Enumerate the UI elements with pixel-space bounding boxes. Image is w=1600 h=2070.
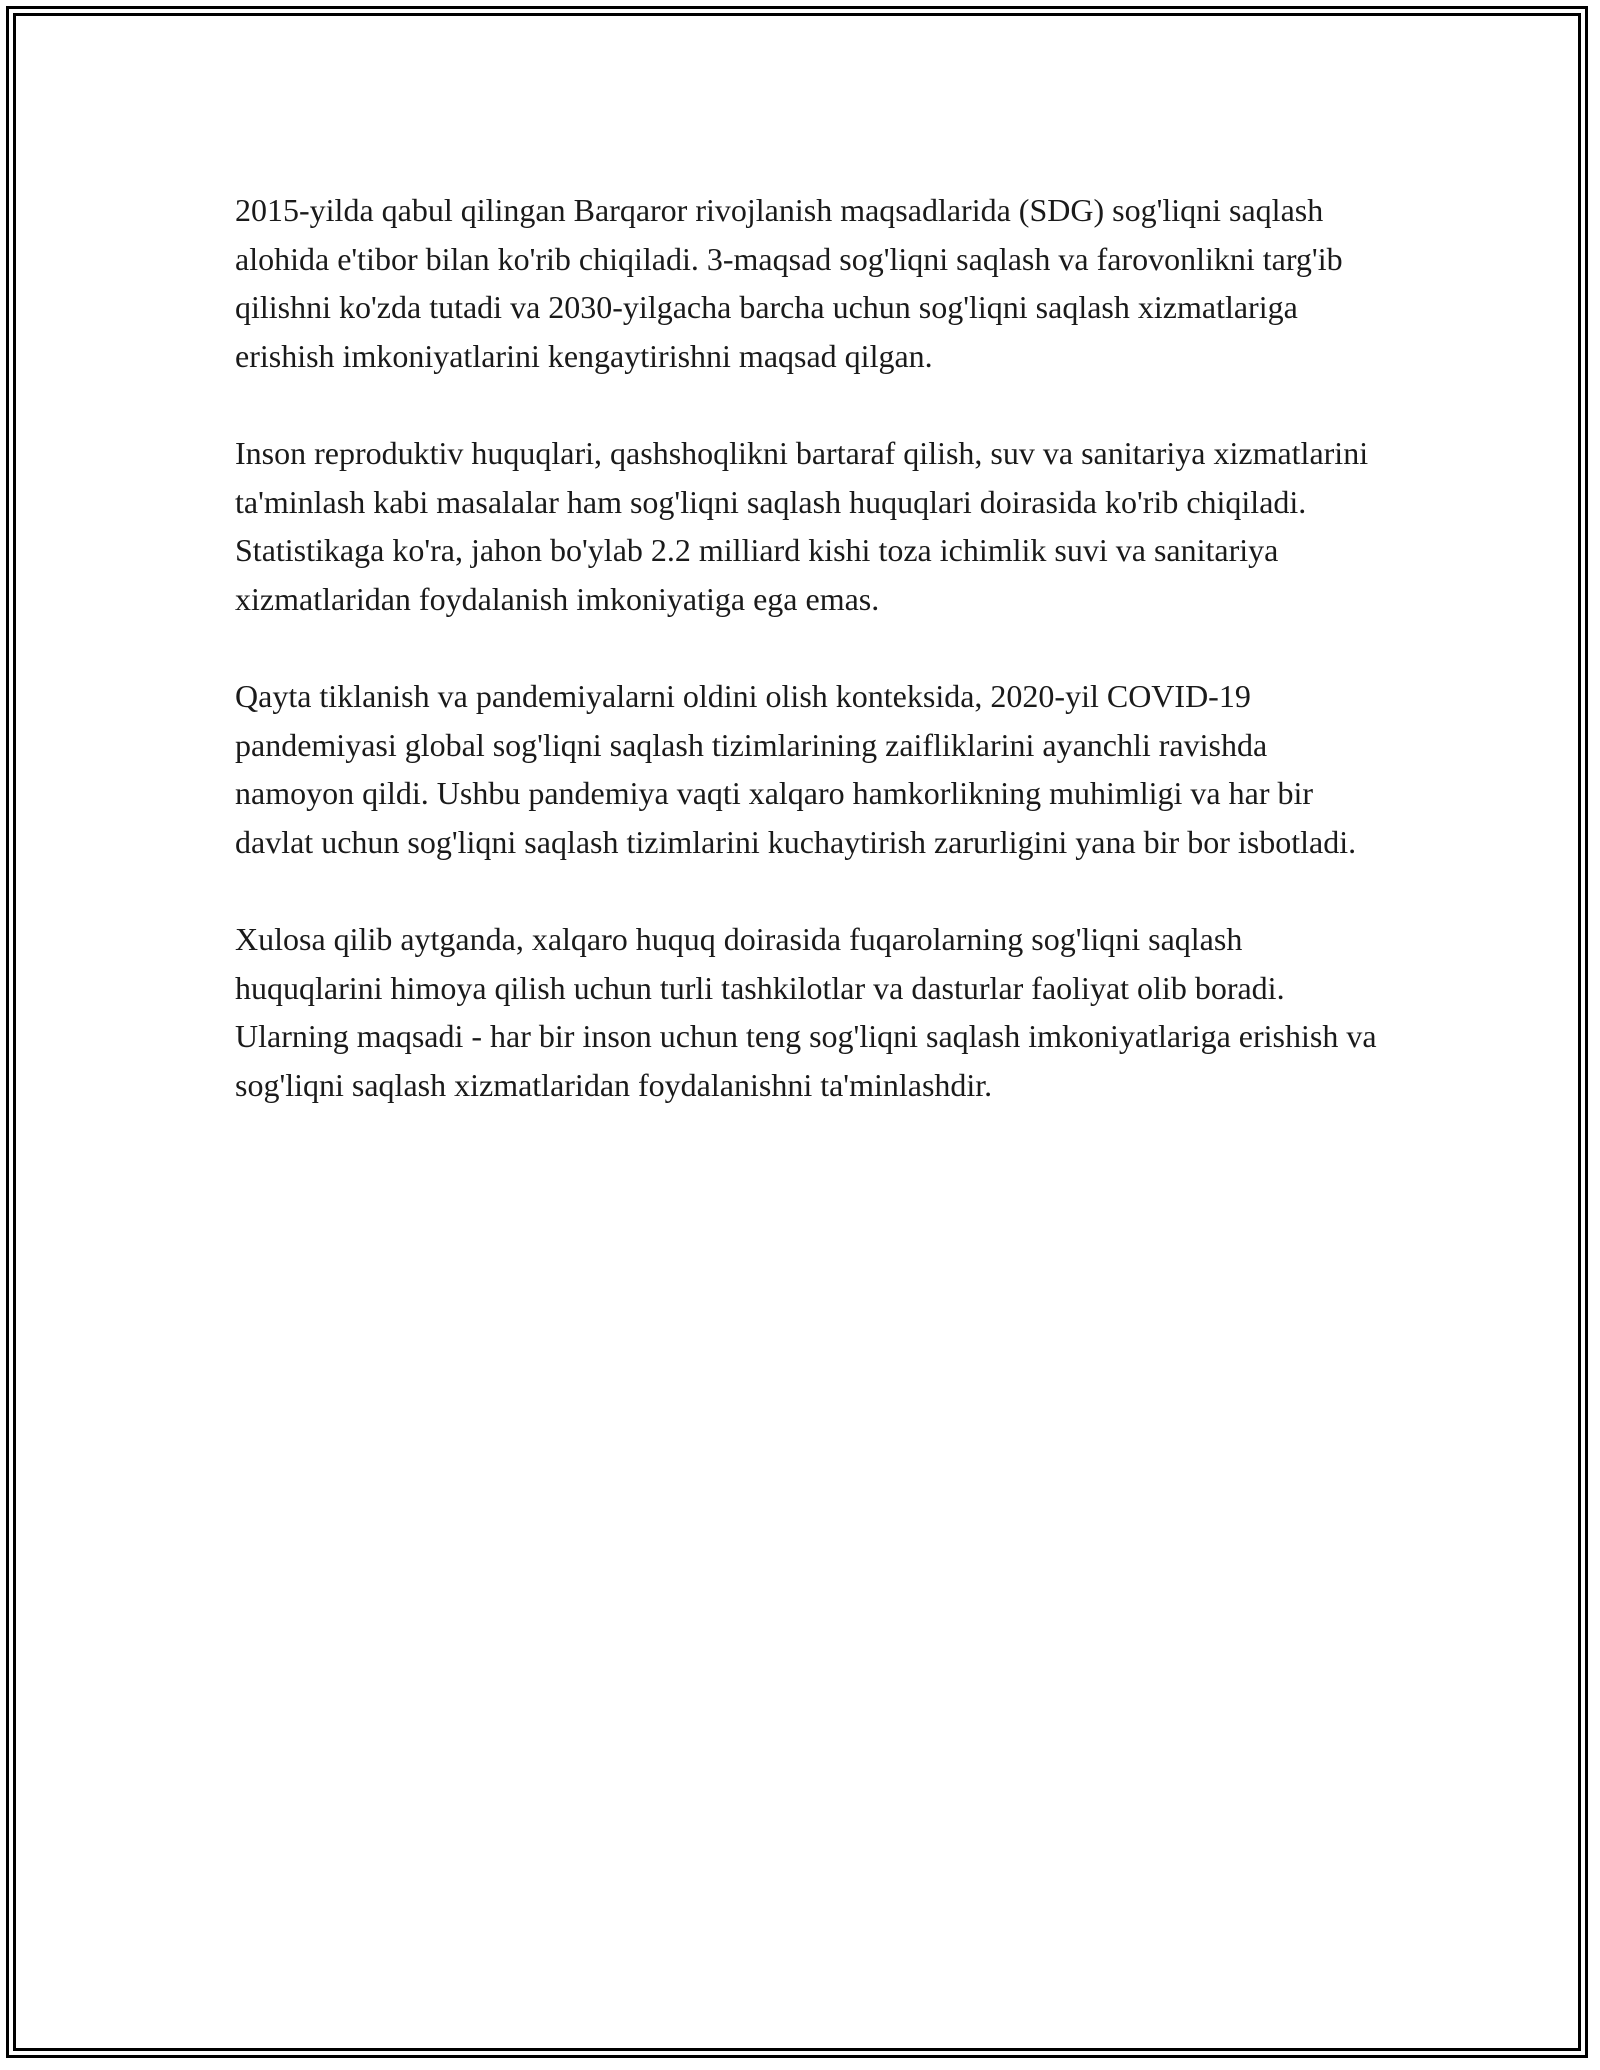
paragraph-conclusion: Xulosa qilib aytganda, xalqaro huquq doirasida fuqarolarning sog'liqni saqlash huquqlarini himoya qilish uchun turli tashkilotlar va dasturlar faoliyat olib boradi. Ularning maqsadi - har bir inson uchun teng sog'liqni saqlash imkoniyatlariga erishish va sog'liqni saqlash xizmatlaridan foydalanishni ta'minlashdir. <box>235 920 1377 1103</box>
paragraph-reproductive-rights: Inson reproduktiv huquqlari, qashshoqlikni bartaraf qilish, suv va sanitariya xizmatlarini ta'minlash kabi masalalar ham sog'liqni saqlash huquqlari doirasida ko'rib chiqiladi. Statistikaga ko'ra, jahon bo'ylab 2.2 milliard kishi toza ichimlik suvi va sanitariya xizmatlaridan foydalanish imkoniyatiga ega emas. <box>235 434 1369 617</box>
document-body <box>235 186 1385 1109</box>
paragraph-sdg-health: 2015-yilda qabul qilingan Barqaror rivojlanish maqsadlarida (SDG) sog'liqni saqlash alohida e'tibor bilan ko'rib chiqiladi. 3-maqsad sog'liqni saqlash va farovonlikni targ'ib qilishni ko'zda tutadi va 2030-yilgacha barcha uchun sog'liqni saqlash xizmatlariga erishish imkoniyatlarini kengaytirishni maqsad qilgan. <box>235 192 1343 374</box>
paragraph-covid-pandemic: Qayta tiklanish va pandemiyalarni oldini olish konteksida, 2020-yil COVID-19 pandemiyasi global sog'liqni saqlash tizimlarining zaifliklarini ayanchli ravishda namoyon qildi. Ushbu pandemiya vaqti xalqaro hamkorlikning muhimligi va har bir davlat uchun sog'liqni saqlash tizimlarini kuchaytirish zarurligini yana bir bor isbotladi. <box>235 677 1357 860</box>
